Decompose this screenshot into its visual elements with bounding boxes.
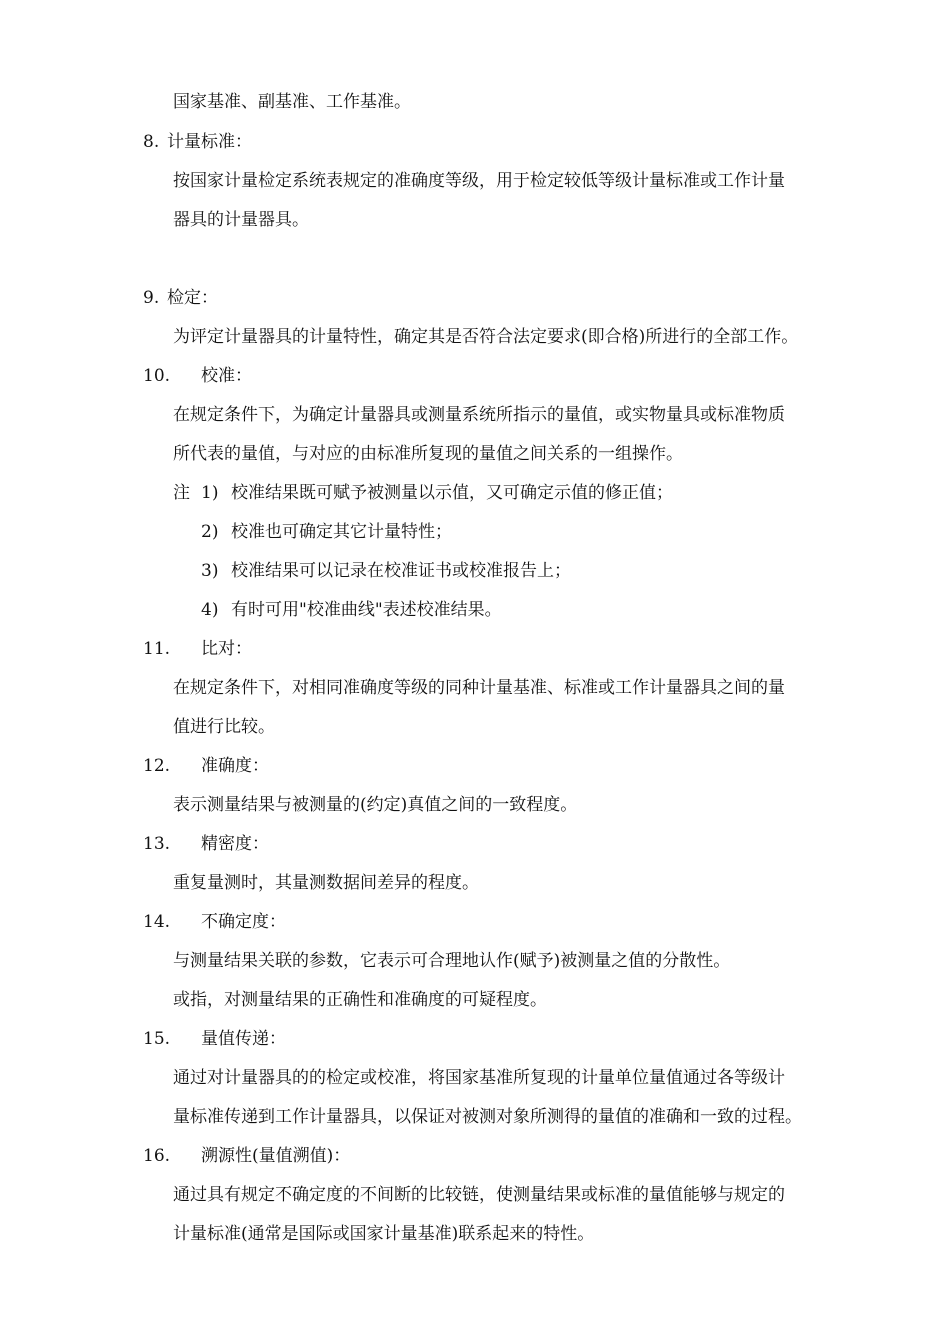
section-11-body-line: 在规定条件下，对相同准确度等级的同种计量基准、标准或工作计量器具之间的量 [173,678,785,698]
note-text: 校准也可确定其它计量特性； [231,522,452,542]
section-10-body-line: 在规定条件下，为确定计量器具或测量系统所指示的量值，或实物量具或标准物质 [173,405,785,425]
section-13-number: 13. [143,834,171,854]
note-text: 校准结果可以记录在校准证书或校准报告上； [231,561,571,581]
section-14-body-line: 或指，对测量结果的正确性和准确度的可疑程度。 [173,990,547,1010]
section-16-body-line: 计量标准(通常是国际或国家计量基准)联系起来的特性。 [173,1224,595,1244]
section-16-number: 16. [143,1146,171,1166]
section-14-number: 14. [143,912,171,932]
section-10-number: 10. [143,366,171,386]
section-9-title: 检定： [167,288,218,308]
section-9-number: 9. [143,288,160,308]
section-16-body-line: 通过具有规定不确定度的不间断的比较链，使测量结果或标准的量值能够与规定的 [173,1185,785,1205]
section-15-body-line: 量标准传递到工作计量器具，以保证对被测对象所测得的量值的准确和一致的过程。 [173,1107,802,1127]
section-10-body-line: 所代表的量值，与对应的由标准所复现的量值之间关系的一组操作。 [173,444,683,464]
section-12-body-line: 表示测量结果与被测量的(约定)真值之间的一致程度。 [173,795,578,815]
continuation-text: 国家基准、副基准、工作基准。 [173,92,411,112]
section-15-title: 量值传递： [201,1029,286,1049]
note-number: 1) [201,483,219,503]
section-8-body-line: 按国家计量检定系统表规定的准确度等级，用于检定较低等级计量标准或工作计量 [173,171,785,191]
section-10-title: 校准： [201,366,252,386]
section-9-body-line: 为评定计量器具的计量特性，确定其是否符合法定要求(即合格)所进行的全部工作。 [173,327,799,347]
section-8-body-line: 器具的计量器具。 [173,210,309,230]
section-11-body-line: 值进行比较。 [173,717,275,737]
section-16-title: 溯源性(量值溯值)： [201,1146,351,1166]
section-8-number: 8. [143,132,160,152]
note-label: 注 [173,483,190,503]
note-text: 有时可用"校准曲线"表述校准结果。 [231,600,502,620]
section-11-title: 比对： [201,639,252,659]
section-14-title: 不确定度： [201,912,286,932]
section-15-number: 15. [143,1029,171,1049]
note-number: 3) [201,561,219,581]
section-8-title: 计量标准： [167,132,252,152]
note-text: 校准结果既可赋予被测量以示值，又可确定示值的修正值； [231,483,673,503]
section-12-number: 12. [143,756,171,776]
section-12-title: 准确度： [201,756,269,776]
section-14-body-line: 与测量结果关联的参数，它表示可合理地认作(赋予)被测量之值的分散性。 [173,951,731,971]
section-15-body-line: 通过对计量器具的的检定或校准，将国家基准所复现的计量单位量值通过各等级计 [173,1068,785,1088]
section-11-number: 11. [143,639,171,659]
section-13-title: 精密度： [201,834,269,854]
section-13-body-line: 重复量测时，其量测数据间差异的程度。 [173,873,479,893]
note-number: 4) [201,600,219,620]
note-number: 2) [201,522,219,542]
